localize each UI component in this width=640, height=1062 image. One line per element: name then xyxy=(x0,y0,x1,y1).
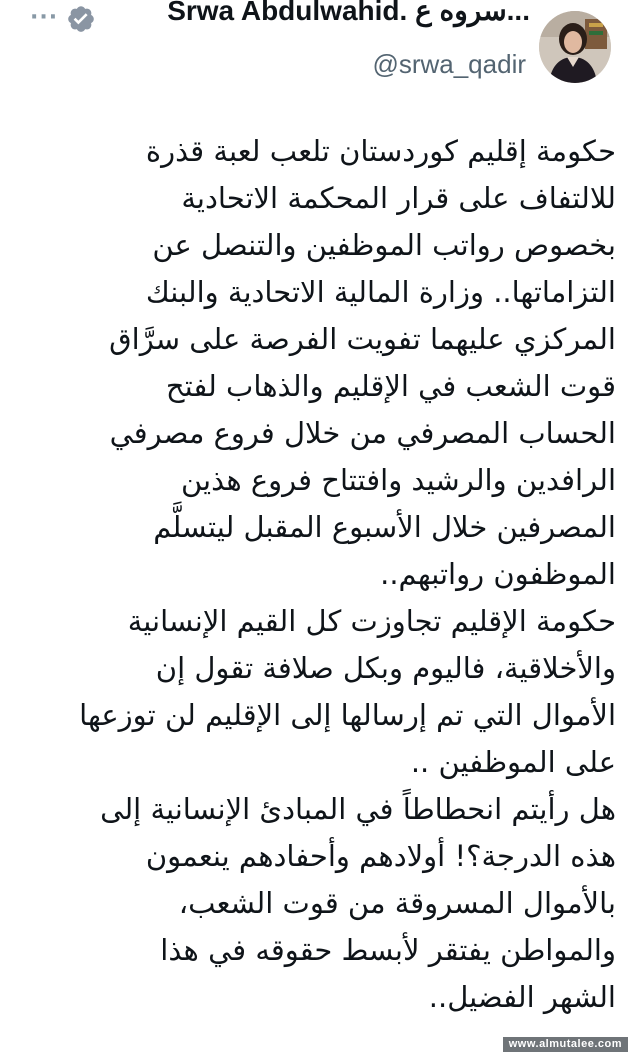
tweet-line: للالتفاف على قرار المحكمة الاتحادية xyxy=(181,181,616,215)
tweet-line: بخصوص رواتب الموظفين والتنصل عن xyxy=(152,228,616,262)
tweet-line: الرافدين والرشيد وافتتاح فروع هذين xyxy=(180,463,616,497)
tweet-header xyxy=(0,0,640,100)
tweet-line: التزاماتها.. وزارة المالية الاتحادية والبنك xyxy=(145,275,616,309)
verified-badge-icon xyxy=(66,4,96,34)
tweet-line: الشهر الفضيل.. xyxy=(428,980,616,1014)
tweet-line: الأموال التي تم إرسالها إلى الإقليم لن توزعها xyxy=(79,698,616,732)
tweet-line: هل رأيتم انحطاطاً في المبادئ الإنسانية إلى xyxy=(100,792,616,826)
more-dots-icon[interactable]: ··· xyxy=(30,5,59,30)
tweet-line: والأخلاقية، فاليوم وبكل صلافة تقول إن xyxy=(155,651,616,685)
site-watermark: www.almutalee.com xyxy=(503,1037,628,1052)
tweet-line: بالأموال المسروقة من قوت الشعب، xyxy=(178,886,616,920)
tweet-line: الموظفون رواتبهم.. xyxy=(380,557,616,591)
tweet-line: على الموظفين .. xyxy=(410,745,616,779)
display-name[interactable]: Srwa Abdulwahid. سروه ع... xyxy=(167,0,530,26)
tweet-line: المركزي عليهما تفويت الفرصة على سرَّاق xyxy=(109,322,616,356)
tweet-text xyxy=(24,128,616,1021)
tweet-line: والمواطن يفتقر لأبسط حقوقه في هذا xyxy=(160,933,616,967)
tweet-line: حكومة إقليم كوردستان تلعب لعبة قذرة xyxy=(145,134,616,168)
tweet-line: الحساب المصرفي من خلال فروع مصرفي xyxy=(109,416,616,450)
tweet-line: المصرفين خلال الأسبوع المقبل ليتسلَّم xyxy=(153,510,616,544)
tweet-line: هذه الدرجة؟! أولادهم وأحفادهم ينعمون xyxy=(145,839,616,873)
tweet-line: قوت الشعب في الإقليم والذهاب لفتح xyxy=(165,369,616,403)
tweet-line: حكومة الإقليم تجاوزت كل القيم الإنسانية xyxy=(127,604,616,638)
avatar[interactable] xyxy=(539,11,611,83)
user-handle[interactable]: @srwa_qadir xyxy=(372,49,526,79)
